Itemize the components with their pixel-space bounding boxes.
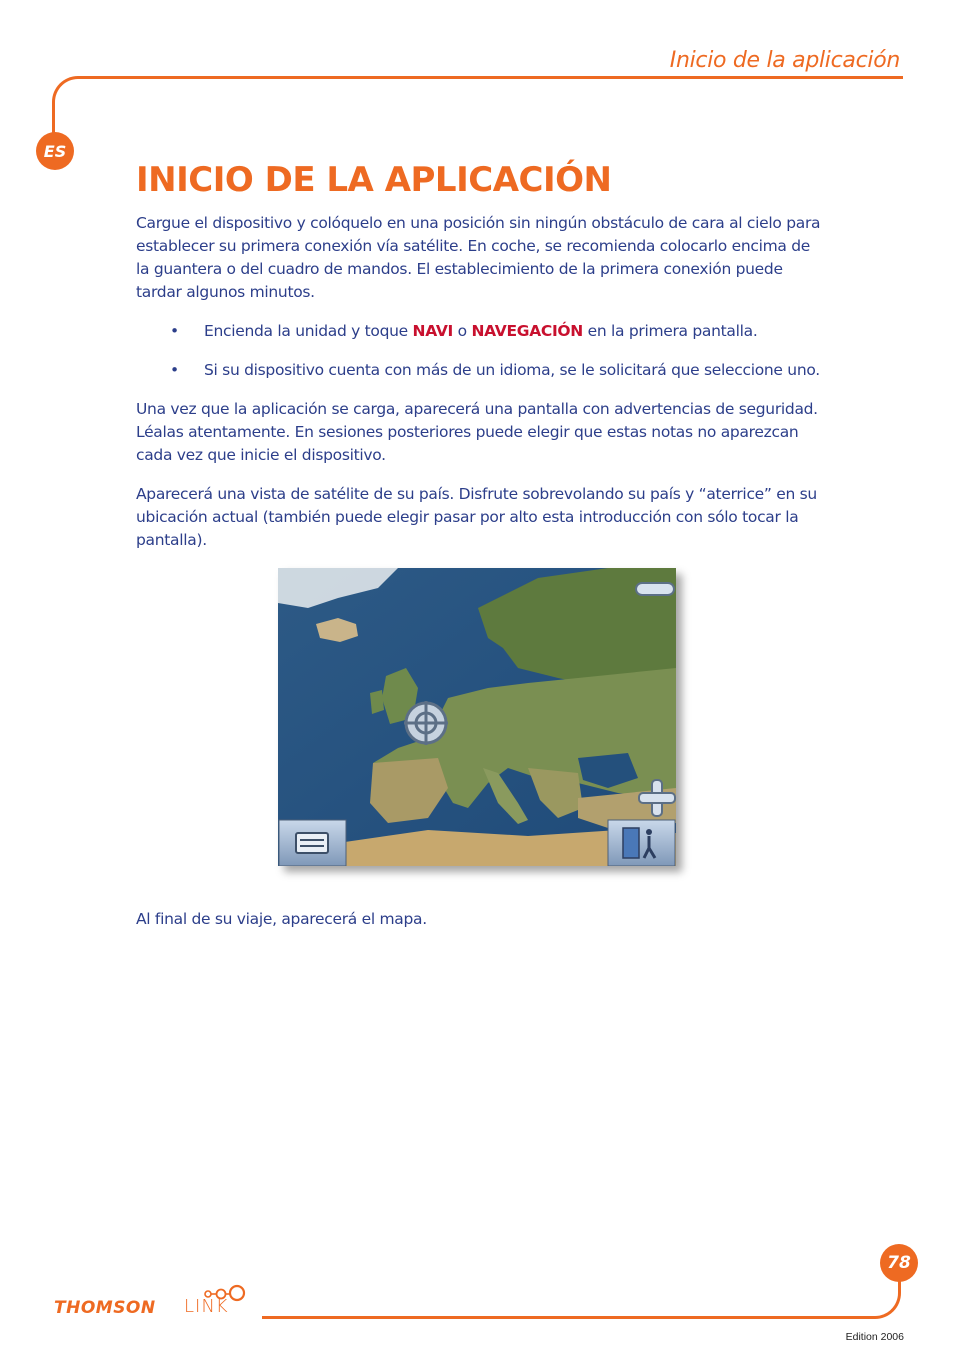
- bullet-text: Si su dispositivo cuenta con más de un idioma, se le solicitará que seleccione uno.: [204, 361, 820, 379]
- bullet-list: [136, 320, 826, 382]
- satellite-paragraph: Aparecerá una vista de satélite de su país. Disfrute sobrevolando su país y “aterrice” en su ubicación actual (también puede elegir pasar por alto esta introducción con sólo tocar la pantalla).: [136, 485, 817, 549]
- satellite-map-screenshot: [278, 568, 676, 866]
- keyword-navi: NAVI: [412, 322, 454, 340]
- keyword-navegacion: NAVEGACIÓN: [471, 322, 583, 340]
- bullet-item: [136, 320, 826, 343]
- footer-frame-line: [262, 1270, 901, 1319]
- map-ireland: [370, 690, 384, 714]
- language-badge: ES: [36, 132, 74, 170]
- running-header: Inicio de la aplicación: [669, 48, 900, 73]
- body-content: [136, 212, 826, 568]
- bullet-text: en la primera pantalla.: [582, 322, 758, 340]
- bullet-text: o: [453, 322, 472, 340]
- zoom-out-icon[interactable]: [636, 583, 674, 595]
- warnings-paragraph: Una vez que la aplicación se carga, aparecerá una pantalla con advertencias de seguridad. Léalas atentamente. En sesiones posteriores puede elegir que estas notas no aparezcan cada vez que inicie el dispositivo.: [136, 400, 818, 464]
- edition-label: Edition 2006: [845, 1331, 904, 1343]
- intro-paragraph: Cargue el dispositivo y colóquelo en una posición sin ningún obstáculo de cara al cielo para establecer su primera conexión vía satélite. En coche, se recomienda colocarlo encima de la guantera o del cuadro de mandos. El establecimiento de la primera conexión puede tardar algunos minutos.: [136, 214, 821, 301]
- bullet-item: [136, 359, 826, 382]
- closing-paragraph: Al final de su viaje, aparecerá el mapa.: [136, 910, 427, 928]
- page-number-badge: 78: [880, 1244, 918, 1282]
- thomson-link-logo: [54, 1282, 274, 1322]
- bullet-marker: •: [170, 361, 179, 379]
- brand-name: THOMSON: [54, 1298, 156, 1318]
- header-frame-line: [52, 76, 903, 149]
- bullet-marker: •: [170, 322, 179, 340]
- brand-suffix: LINK: [184, 1296, 229, 1317]
- menu-button[interactable]: [279, 820, 346, 866]
- bullet-text: Encienda la unidad y toque: [204, 322, 413, 340]
- exit-button[interactable]: [608, 820, 675, 866]
- page-title: INICIO DE LA APLICACIÓN: [136, 160, 612, 200]
- link-dots-icon: [204, 1282, 264, 1302]
